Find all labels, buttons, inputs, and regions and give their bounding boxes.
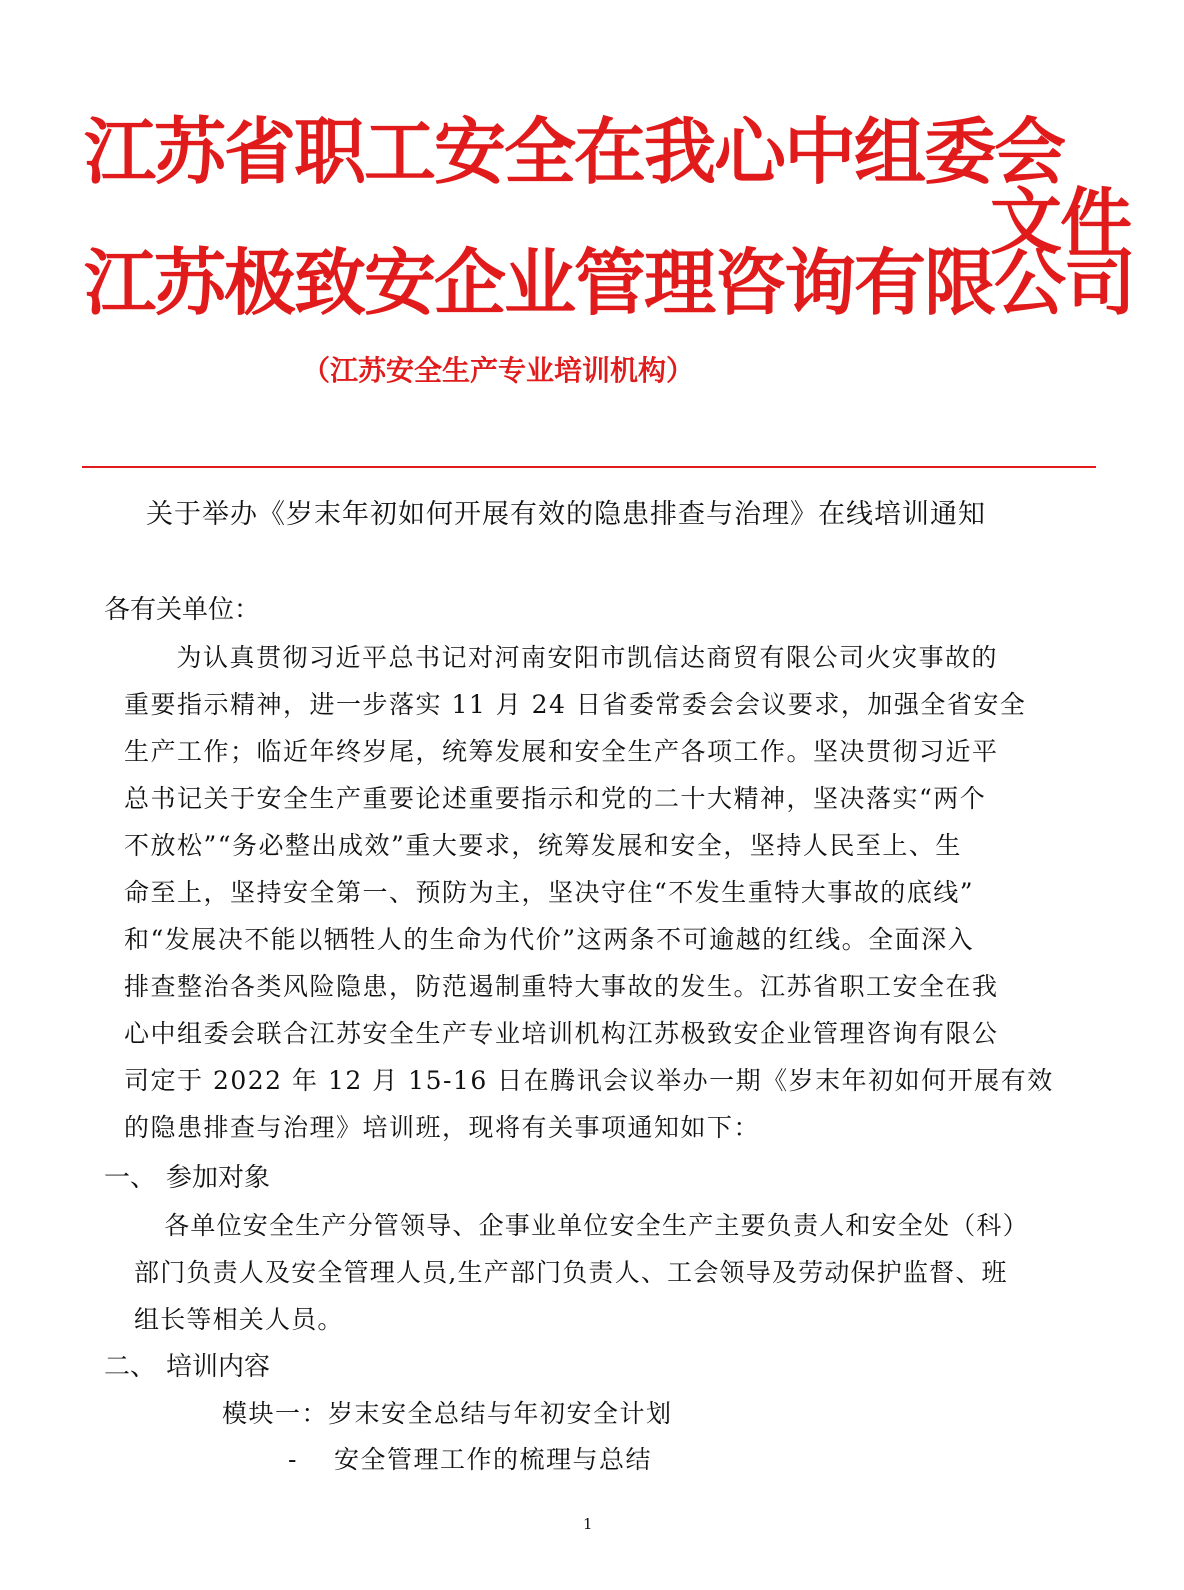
intro-line: 总书记关于安全生产重要论述重要指示和党的二十大精神，坚决落实“两个: [124, 784, 987, 813]
intro-line: 的隐患排查与治理》培训班，现将有关事项通知如下：: [124, 1113, 761, 1142]
module-list-item: [288, 1442, 652, 1478]
section-heading-attendees: [104, 1160, 270, 1196]
intro-line: 排查整治各类风险隐患，防范遏制重特大事故的发生。江苏省职工安全在我: [124, 972, 999, 1001]
issuer-name-2: 江苏极致安企业管理咨询有限公司: [84, 241, 1135, 325]
intro-line: 心中组委会联合江苏安全生产专业培训机构江苏极致安企业管理咨询有限公: [124, 1019, 999, 1048]
header-divider: [82, 466, 1096, 468]
attendee-line: 组长等相关人员。: [134, 1305, 344, 1334]
list-dash: -: [288, 1445, 298, 1474]
intro-line: 重要指示精神，进一步落实 11 月 24 日省委常委会会议要求，加强全省安全: [124, 690, 1027, 719]
attendee-line: 各单位安全生产分管领导、企事业单位安全生产主要负责人和安全处（科）: [138, 1211, 1029, 1240]
salutation: 各有关单位：: [104, 595, 261, 625]
document-title: 关于举办《岁末年初如何开展有效的隐患排查与治理》在线培训通知: [146, 499, 986, 530]
list-item-text: 安全管理工作的梳理与总结: [334, 1445, 653, 1474]
page-number: 1: [583, 1515, 593, 1533]
module-title: 模块一：岁末安全总结与年初安全计划: [222, 1399, 673, 1428]
organization-subtitle: （江苏安全生产专业培训机构）: [302, 354, 695, 387]
intro-line: 和“发展决不能以牺牲人的生命为代价”这两条不可逾越的红线。全面深入: [124, 925, 975, 954]
intro-line: 司定于 2022 年 12 月 15-16 日在腾讯会议举办一期《岁末年初如何开展有效: [124, 1066, 1054, 1095]
section-number: 一、: [104, 1163, 157, 1193]
issuer-name-1: 江苏省职工安全在我心中组委会: [84, 110, 1065, 194]
attendee-line: 部门负责人及安全管理人员,生产部门负责人、工会领导及劳动保护监督、班: [134, 1258, 1008, 1287]
section-title: 参加对象: [166, 1163, 271, 1193]
intro-line: 命至上，坚持安全第一、预防为主，坚决守住“不发生重特大事故的底线”: [124, 878, 975, 907]
intro-line: 为认真贯彻习近平总书记对河南安阳市凯信达商贸有限公司火灾事故的: [150, 643, 999, 672]
document-type-label: 文件: [990, 180, 1131, 264]
section-title: 培训内容: [166, 1352, 271, 1382]
section-heading-content: [104, 1349, 270, 1385]
intro-line: 生产工作；临近年终岁尾，统筹发展和安全生产各项工作。坚决贯彻习近平: [124, 737, 999, 766]
section-number: 二、: [104, 1352, 157, 1382]
intro-line: 不放松”“务必整出成效”重大要求，统筹发展和安全，坚持人民至上、生: [124, 831, 962, 860]
